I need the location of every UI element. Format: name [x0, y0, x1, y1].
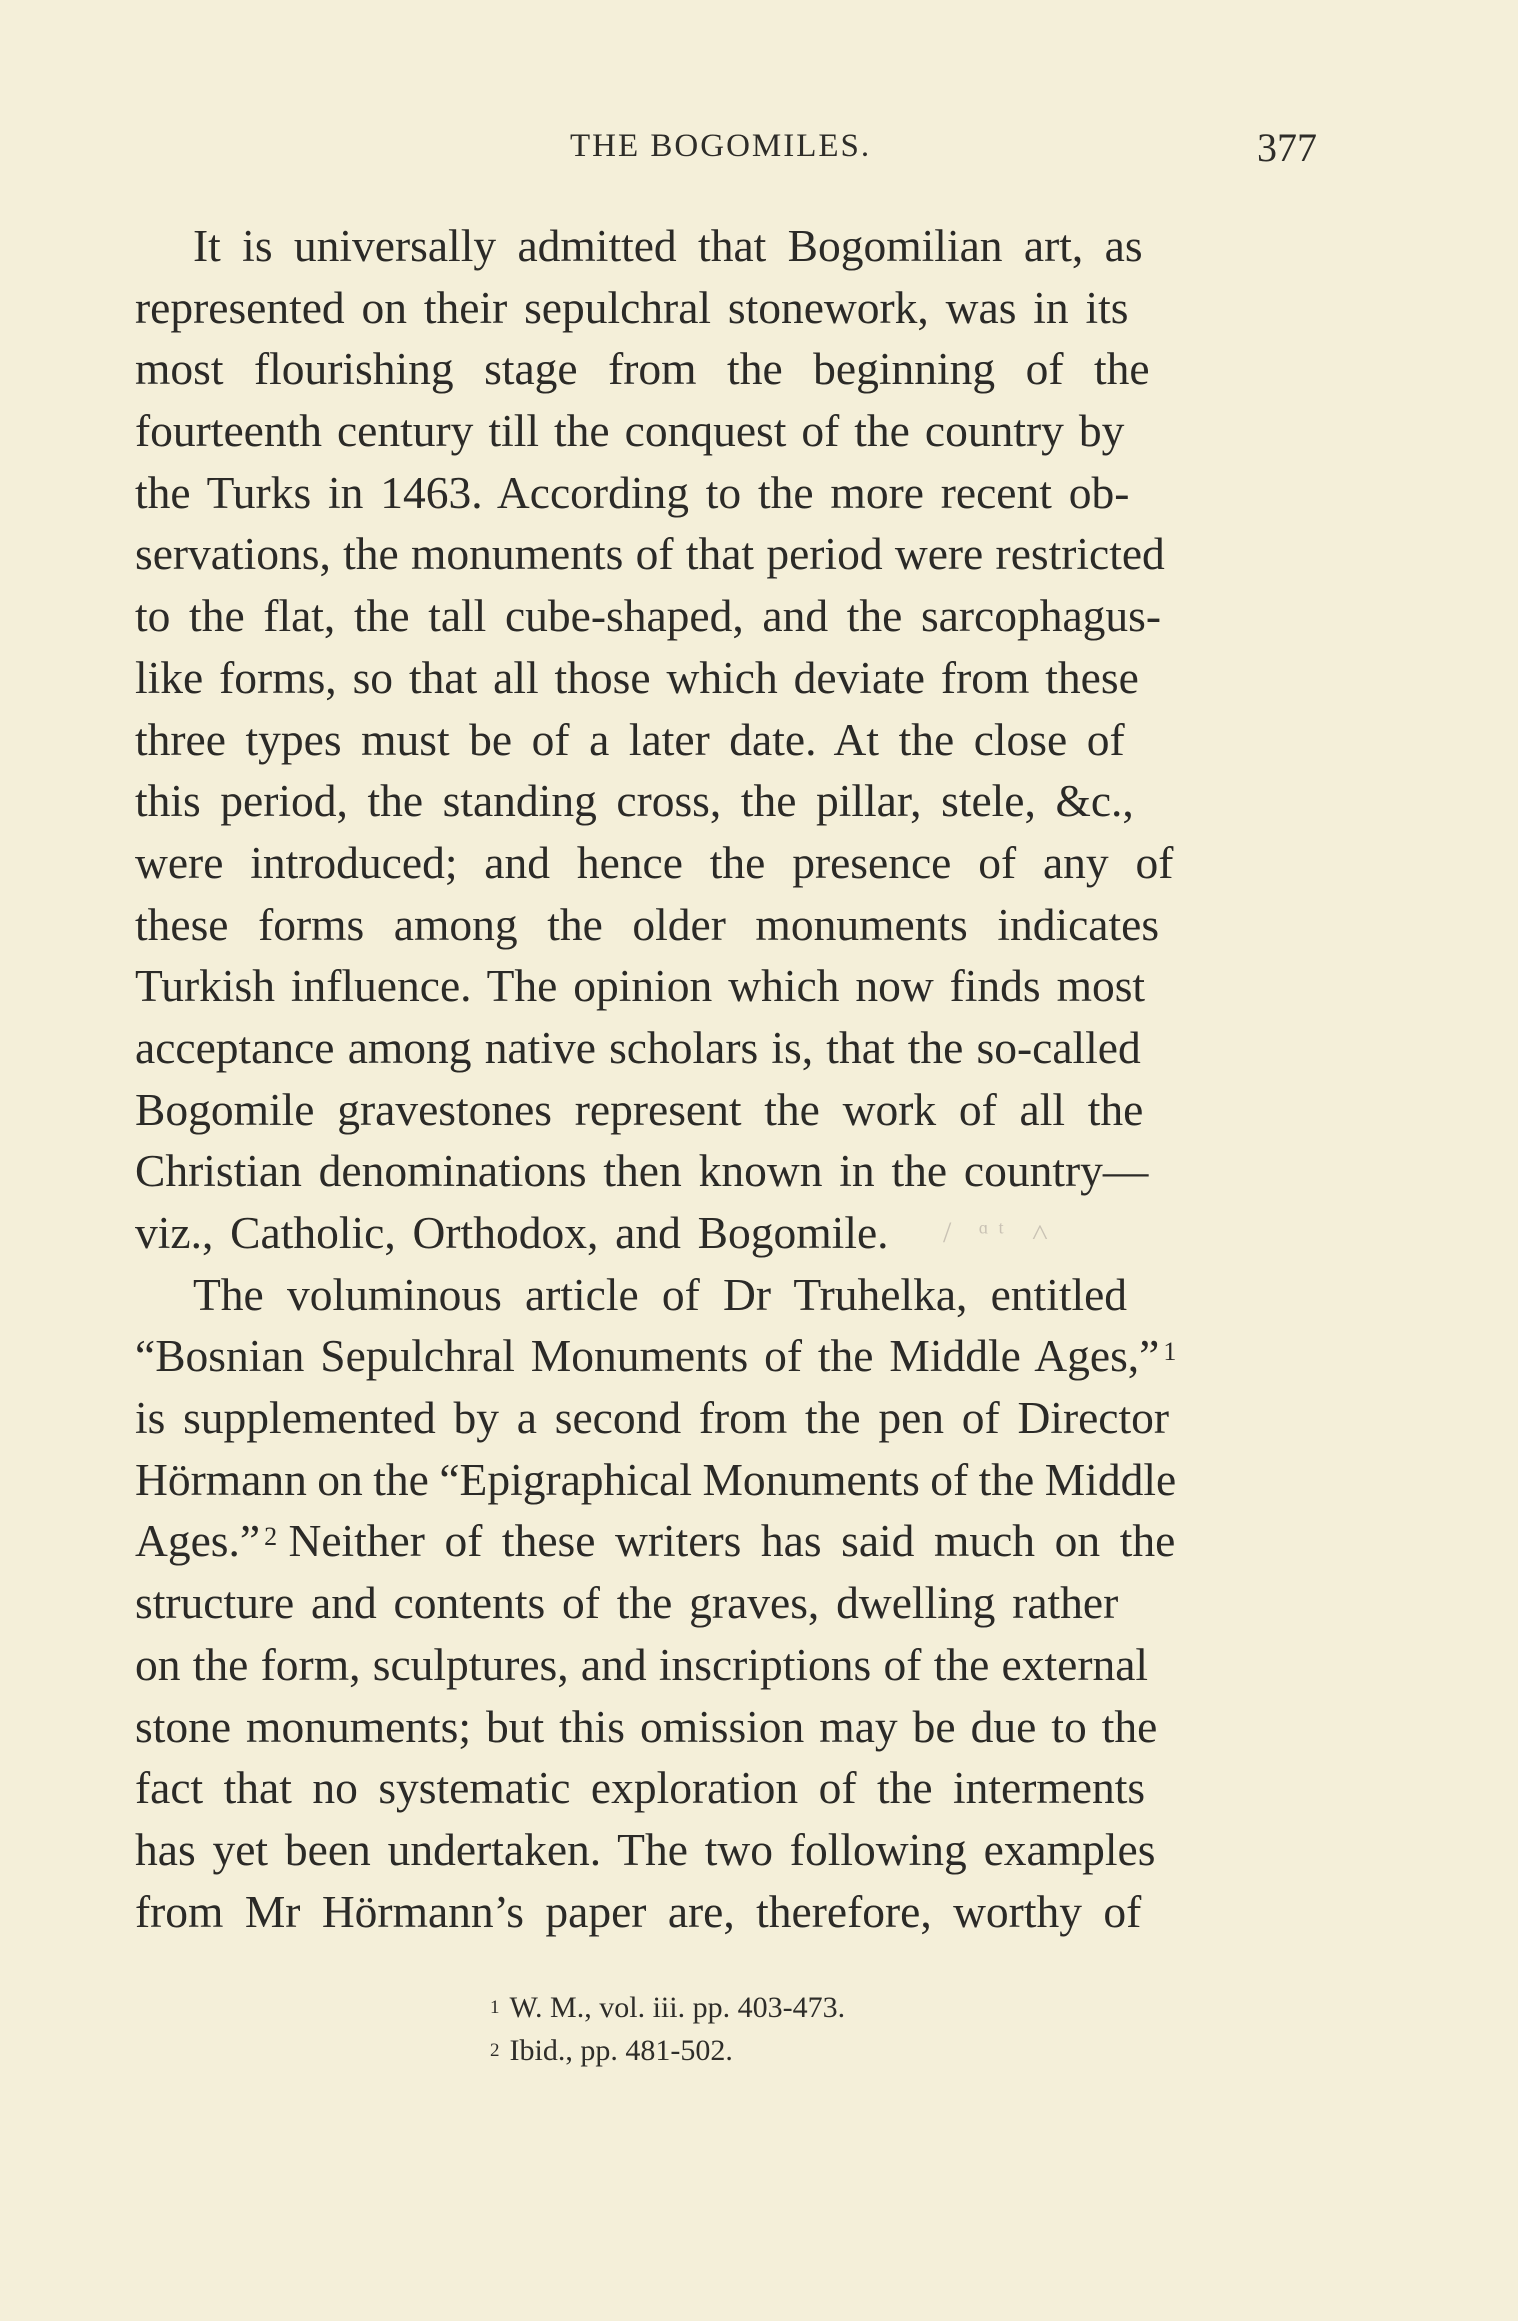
text-line: fact that no systematic exploration of the interments [135, 1762, 1146, 1814]
text-line: viz., Catholic, Orthodox, and Bogomile. / ᵅᵗ ˄ [135, 1202, 1317, 1264]
text-line: servations, the monuments of that period were restricted [135, 528, 1165, 580]
text-line: these forms among the older monuments indicates [135, 898, 1160, 950]
text-line: on the form, sculptures, and inscriptions of the external [135, 1638, 1149, 1690]
page-header [135, 125, 1317, 180]
text-line: from Mr Hörmann’s paper are, therefore, worthy of [135, 1885, 1142, 1937]
text-line: most flourishing stage from the beginning of the [135, 343, 1150, 395]
text-line: It is universally admitted that Bogomilian art, as [193, 220, 1143, 271]
footnotes [490, 1986, 845, 2072]
text-line: has yet been undertaken. The two following examples [135, 1823, 1156, 1875]
text-line: the Turks in 1463. According to the more recent ob- [135, 466, 1130, 518]
text-line: three types must be of a later date. At the close of [135, 713, 1125, 765]
text-line: were introduced; and hence the presence of any of [135, 836, 1174, 888]
text-line: represented on their sepulchral stonework, was in its [135, 281, 1129, 333]
footnote-ref-2[interactable]: 2 [264, 1522, 278, 1552]
text-line: The voluminous article of Dr Truhelka, entitled [193, 1268, 1128, 1320]
paragraph-2 [135, 1264, 1317, 1943]
text-line: Ages.” $^2$ Neither of these writers has said much on the [135, 1515, 1176, 1567]
text-line: acceptance among native scholars is, that the so-called [135, 1021, 1141, 1073]
text-line: stone monuments; but this omission may be due to the [135, 1700, 1158, 1752]
footnote-ref-1[interactable]: 1 [1163, 1337, 1177, 1367]
text-line: Turkish influence. The opinion which now finds most [135, 960, 1146, 1012]
text-line: is supplemented by a second from the pen of Director [135, 1392, 1170, 1444]
page-number: 377 [1257, 125, 1317, 170]
text-line: Christian denominations then known in the country— [135, 1145, 1149, 1197]
text-line: Hörmann on the “Epigraphical Monuments of the Middle [135, 1453, 1177, 1505]
text-line: like forms, so that all those which deviate from these [135, 651, 1139, 703]
text-line: “Bosnian Sepulchral Monuments of the Middle Ages,” $^1$ [135, 1330, 1177, 1382]
pencil-marks: / ᵅᵗ ˄ [943, 1216, 1059, 1249]
text-line: Bogomile gravestones represent the work of all the [135, 1083, 1144, 1135]
text-line: structure and contents of the graves, dwelling rather [135, 1577, 1119, 1629]
footnote-2: $^2$ Ibid., pp. 481-502. [490, 2034, 733, 2067]
text-line: this period, the standing cross, the pillar, stele, &c., [135, 775, 1134, 827]
text-line: fourteenth century till the conquest of the country by [135, 405, 1125, 457]
running-head: THE BOGOMILES. [570, 128, 872, 164]
footnote-1: $^1$ W. M., vol. iii. pp. 403-473. [490, 1991, 846, 2024]
body-text [135, 215, 1317, 1942]
paragraph-1 [135, 215, 1317, 1264]
text-line: to the flat, the tall cube-shaped, and the sarcophagus- [135, 590, 1162, 642]
